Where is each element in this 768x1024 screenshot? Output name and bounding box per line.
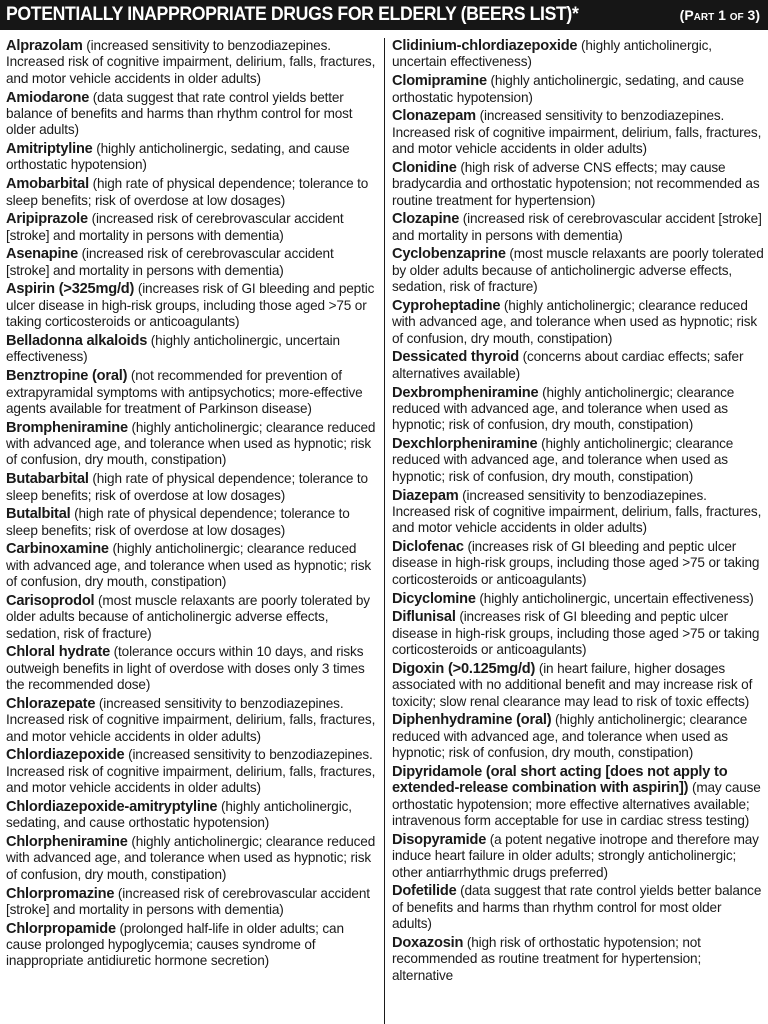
drug-name: Disopyramide [392, 831, 487, 848]
drug-name: Carisoprodol [6, 592, 95, 609]
drug-name: Carbinoxamine [6, 541, 109, 558]
drug-name: Butalbital [6, 506, 71, 523]
drug-entry [6, 471, 379, 504]
drug-note: (highly anticholinergic; clearance reduced with advanced age, and tolerance when used as hypnotic; risk of confusion, dry mouth, constipation) [6, 541, 372, 590]
drug-note: (increases risk of GI bleeding and peptic ulcer disease in high-risk groups, including those aged >75 or taking corticosteroids or anticoagulants) [392, 609, 760, 658]
drug-note: (high rate of physical dependence; tolerance to sleep benefits; risk of overdose at low dosages) [6, 176, 369, 208]
drug-note: (highly anticholinergic; clearance reduced with advanced age, and tolerance when used as hypnotic; risk of confusion, dry mouth, constipation) [392, 436, 734, 484]
drug-entry [392, 211, 764, 244]
right-column [384, 38, 768, 1024]
drug-note: (increased risk of cerebrovascular accident [stroke] and mortality in persons with dementia) [6, 885, 370, 917]
drug-note: (a potent negative inotrope and therefore may induce heart failure in older adults; strongly anticholinergic; other antiarrhythmic drugs preferred) [392, 831, 759, 880]
drug-name: Alprazolam [6, 38, 83, 54]
drug-note: (highly anticholinergic; clearance reduced with advanced age, and tolerance when used as hypnotic; risk of confusion, dry mouth, constipation) [392, 712, 748, 761]
drug-note: (highly anticholinergic; clearance reduced with advanced age, and tolerance when used as hypnotic; risk of confusion, dry mouth, constipation) [392, 384, 735, 433]
page-title: POTENTIALLY INAPPROPRIATE DRUGS FOR ELDERLY (BEERS LIST)* [6, 4, 579, 25]
drug-name: Amobarbital [6, 176, 89, 193]
drug-entry [392, 246, 764, 295]
drug-name: Brompheniramine [6, 419, 128, 436]
drug-entry [392, 38, 764, 71]
drug-name: Clidinium-chlordiazepoxide [392, 38, 578, 54]
drug-entry [6, 141, 379, 174]
drug-note: (prolonged half-life in older adults; can cause prolonged hypoglycemia; causes syndrome of inappropriate antidiuretic hormone secretion) [6, 920, 344, 969]
drug-name: Butabarbital [6, 471, 89, 488]
drug-entry [6, 593, 379, 642]
drug-entry [392, 712, 764, 761]
drug-name: Dessicated thyroid [392, 349, 519, 366]
drug-entry [6, 834, 379, 883]
drug-entry [392, 609, 764, 658]
drug-entry [6, 281, 379, 330]
drug-note: (increased risk of cerebrovascular accident [stroke] and mortality in persons with dementia) [392, 211, 762, 243]
drug-note: (highly anticholinergic, sedating, and cause orthostatic hypotension) [6, 798, 352, 831]
drug-entry [6, 211, 379, 244]
drug-entry [392, 385, 764, 434]
drug-note: (increased sensitivity to benzodiazepines. Increased risk of cognitive impairment, delirium, falls, fractures, and motor vehicle accidents in older adults) [6, 747, 376, 796]
drug-entry [392, 160, 764, 209]
drug-note: (increases risk of GI bleeding and peptic ulcer disease in high-risk groups, including those aged >75 or taking corticosteroids or anticoagulants) [6, 281, 375, 330]
drug-note: (highly anticholinergic; clearance reduced with advanced age, and tolerance when used as hypnotic; risk of confusion, dry mouth, constipation) [6, 834, 376, 882]
drug-name: Digoxin (>0.125mg/d) [392, 660, 536, 677]
drug-note: (data suggest that rate control yields better balance of benefits and harms than rhythm control for most older adults) [6, 89, 353, 138]
drug-note: (increased sensitivity to benzodiazepines. Increased risk of cognitive impairment, delirium, falls, fractures, and motor vehicle accidents in older adults) [6, 38, 376, 86]
drug-name: Aripiprazole [6, 211, 88, 228]
drug-entry [6, 368, 379, 417]
drug-name: Dipyridamole (oral short acting [does not apply to extended-release combination with aspirin]) [392, 763, 728, 797]
drug-note: (increased sensitivity to benzodiazepines. Increased risk of cognitive impairment, delirium, falls, fractures, and motor vehicle accidents in older adults) [6, 695, 376, 744]
drug-entry [6, 747, 379, 796]
page-header [0, 0, 768, 30]
drug-name: Belladonna alkaloids [6, 332, 148, 349]
drug-name: Dexbrompheniramine [392, 384, 539, 401]
drug-note: (tolerance occurs within 10 days, and risks outweigh benefits in light of overdose with doses only 3 times the recommended dose) [6, 644, 365, 693]
drug-note: (highly anticholinergic, sedating, and cause orthostatic hypotension) [392, 73, 744, 105]
drug-name: Clomipramine [392, 73, 487, 90]
drug-name: Cyproheptadine [392, 297, 501, 314]
drug-name: Diazepam [392, 487, 459, 504]
drug-name: Clonazepam [392, 108, 476, 125]
drug-entry [392, 349, 764, 382]
drug-entry [392, 108, 764, 157]
drug-name: Clozapine [392, 211, 460, 228]
drug-note: (concerns about cardiac effects; safer alternatives available) [392, 349, 744, 381]
drug-name: Dexchlorpheniramine [392, 436, 538, 453]
drug-note: (increased risk of cerebrovascular accident [stroke] and mortality in persons with dementia) [6, 211, 344, 243]
drug-note: (highly anticholinergic, uncertain effectiveness) [475, 590, 754, 606]
drug-entry [392, 539, 764, 588]
drug-entry [392, 935, 764, 984]
drug-note: (highly anticholinergic; clearance reduced with advanced age, and tolerance when used as hypnotic; risk of confusion, dry mouth, constipation) [6, 419, 376, 468]
drug-note: (increases risk of GI bleeding and peptic ulcer disease in high-risk groups, including those aged >75 or taking corticosteroids or anticoagulants) [392, 539, 760, 587]
drug-note: (high rate of physical dependence; tolerance to sleep benefits; risk of overdose at low dosages) [6, 471, 368, 503]
drug-entry [6, 333, 379, 366]
drug-entry [392, 661, 764, 710]
drug-name: Chlordiazepoxide [6, 747, 125, 764]
drug-name: Diflunisal [392, 609, 456, 626]
drug-entry [392, 591, 764, 607]
drug-note: (high risk of orthostatic hypotension; not recommended as routine treatment for hypertension; alternative [392, 934, 702, 983]
drug-name: Chloral hydrate [6, 644, 111, 661]
drug-entry [6, 886, 379, 919]
drug-entry [6, 799, 379, 832]
drug-name: Asenapine [6, 246, 79, 263]
drug-entry [6, 246, 379, 279]
drug-entry [6, 921, 379, 970]
drug-note: (in heart failure, higher dosages associated with no additional benefit and may increase risk of toxicity; slow renal clearance may lead to risk of toxic effects) [392, 660, 753, 709]
drug-name: Benztropine (oral) [6, 368, 128, 385]
drug-note: (most muscle relaxants are poorly tolerated by older adults because of anticholinergic adverse effects, sedation, risk of fracture) [6, 592, 370, 641]
drug-note: (not recommended for prevention of extrapyramidal symptoms with antipsychotics; more-effective agents available for treatment of Parkinson disease) [6, 368, 363, 416]
drug-entry [6, 176, 379, 209]
drug-note: (increased risk of cerebrovascular accident [stroke] and mortality in persons with dementia) [6, 246, 334, 278]
drug-entry [6, 420, 379, 469]
drug-name: Clonidine [392, 159, 457, 176]
part-indicator: (Part 1 of 3) [679, 7, 760, 23]
drug-name: Amitriptyline [6, 141, 93, 158]
drug-entry [392, 883, 764, 932]
drug-entry [6, 644, 379, 693]
drug-entry [6, 90, 379, 139]
drug-entry [392, 764, 764, 830]
drug-entry [6, 696, 379, 745]
drug-entry [6, 506, 379, 539]
drug-note: (most muscle relaxants are poorly tolerated by older adults because of anticholinergic adverse effects, sedation, risk of fracture) [392, 246, 764, 295]
drug-entry [392, 488, 764, 537]
drug-entry [392, 73, 764, 106]
drug-note: (highly anticholinergic, sedating, and cause orthostatic hypotension) [6, 141, 350, 173]
drug-note: (data suggest that rate control yields better balance of benefits and harms than rhythm control for most older adults) [392, 883, 762, 932]
drug-name: Chlordiazepoxide-amitryptyline [6, 798, 218, 815]
drug-name: Chlorpromazine [6, 885, 115, 902]
drug-name: Diclofenac [392, 539, 464, 556]
drug-entry [6, 541, 379, 590]
drug-name: Chlorazepate [6, 695, 96, 712]
drug-note: (high risk of adverse CNS effects; may cause bradycardia and orthostatic hypotension; not recommended as routine treatment for hypertension) [392, 159, 760, 208]
drug-name: Chlorpheniramine [6, 834, 128, 851]
drug-note: (highly anticholinergic; clearance reduced with advanced age, and tolerance when used as hypnotic; risk of confusion, dry mouth, constipation) [392, 297, 758, 346]
drug-name: Dicyclomine [392, 590, 476, 607]
drug-note: (high rate of physical dependence; tolerance to sleep benefits; risk of overdose at low dosages) [6, 506, 350, 538]
drug-entry [392, 298, 764, 347]
drug-note: (highly anticholinergic, uncertain effectiveness) [392, 38, 712, 70]
drug-note: (increased sensitivity to benzodiazepines. Increased risk of cognitive impairment, delirium, falls, fractures, and motor vehicle accidents in older adults) [392, 108, 762, 157]
drug-name: Cyclobenzaprine [392, 246, 506, 263]
drug-note: (increased sensitivity to benzodiazepines. Increased risk of cognitive impairment, delirium, falls, fractures, and motor vehicle accidents in older adults) [392, 487, 762, 536]
drug-name: Dofetilide [392, 883, 457, 900]
drug-name: Aspirin (>325mg/d) [6, 281, 135, 298]
drug-name: Amiodarone [6, 89, 90, 106]
drug-note: (may cause orthostatic hypotension; more effective alternatives available; intravenous form acceptable for use in cardiac stress testing) [392, 780, 761, 829]
drug-entry [392, 832, 764, 881]
drug-name: Diphenhydramine (oral) [392, 712, 552, 729]
drug-entry [392, 436, 764, 485]
drug-note: (highly anticholinergic, uncertain effectiveness) [6, 332, 340, 365]
drug-entry [6, 38, 379, 87]
drug-name: Chlorpropamide [6, 920, 116, 937]
drug-name: Doxazosin [392, 934, 464, 951]
drug-list-columns [0, 38, 768, 1024]
left-column [0, 38, 384, 1024]
